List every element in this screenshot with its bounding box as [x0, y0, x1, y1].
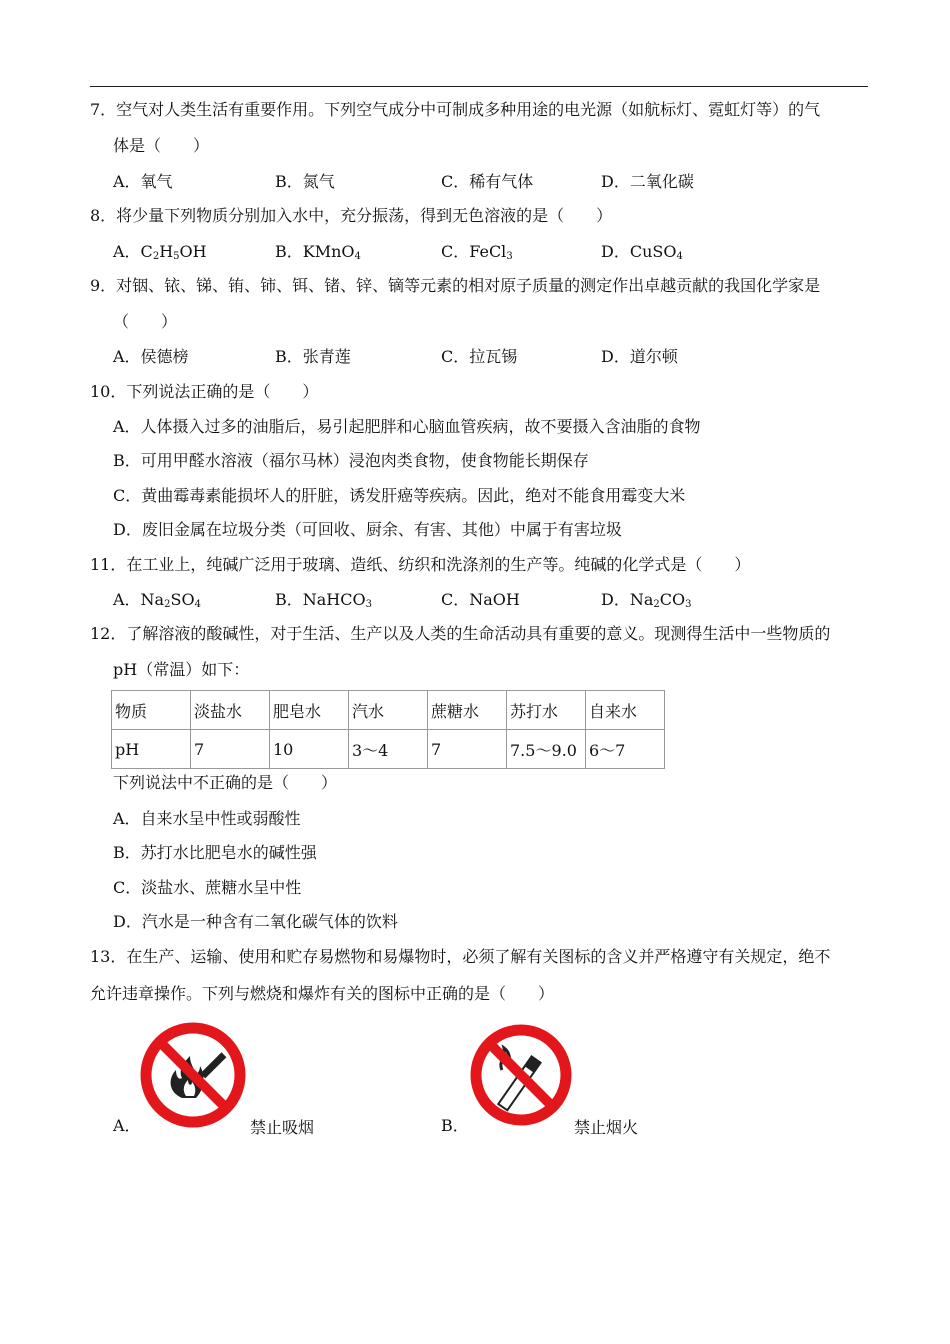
- table-cell: 7: [428, 730, 507, 769]
- q8-option-a[interactable]: A．$C_2H_5OH$: [113, 242, 207, 262]
- q8-option-d[interactable]: D．CuSO$_4$: [601, 242, 683, 262]
- q9-stem-line2: （ ）: [113, 312, 178, 331]
- header-rule: [90, 86, 868, 87]
- q13-option-b-label: 禁止烟火: [574, 1118, 639, 1137]
- q7-stem-line1: 7．空气对人类生活有重要作用。下列空气成分中可制成多种用途的电光源（如航标灯、霓虹灯等）的气: [90, 100, 821, 119]
- table-cell: 自来水: [586, 691, 665, 730]
- q9-option-b[interactable]: B．张青莲: [275, 347, 351, 366]
- q11-option-a[interactable]: A．$Na_2SO_4$: [113, 590, 201, 610]
- q11-option-d[interactable]: D．$Na_2CO_3$: [601, 590, 692, 610]
- ph-table-header-row: [112, 691, 665, 730]
- q10-option-b[interactable]: B．可用甲醛水溶液（福尔马林）浸泡肉类食物，使食物能长期保存: [113, 451, 589, 470]
- table-cell: 10: [270, 730, 349, 769]
- q13-stem-line2: 允许违章操作。下列与燃烧和爆炸有关的图标中正确的是（ ）: [90, 984, 555, 1003]
- table-cell: 苏打水: [507, 691, 586, 730]
- table-cell: 蔗糖水: [428, 691, 507, 730]
- q13-option-a-label: 禁止吸烟: [250, 1118, 315, 1137]
- table-cell: 6～7: [586, 730, 665, 769]
- q13-option-b-letter[interactable]: B．: [441, 1116, 469, 1135]
- q9-stem-line1: 9．对铟、铱、锑、铕、铈、铒、锗、锌、镝等元素的相对原子质量的测定作出卓越贡献的我国化学家是: [90, 276, 821, 295]
- q11-stem: 11．在工业上，纯碱广泛用于玻璃、造纸、纺织和洗涤剂的生产等。纯碱的化学式是（ ）: [90, 555, 751, 574]
- q7-option-d[interactable]: D．二氧化碳: [601, 172, 694, 191]
- q11-option-b[interactable]: B．NaHCO$_3$: [275, 590, 372, 610]
- table-cell: 肥皂水: [270, 691, 349, 730]
- q10-option-d[interactable]: D．废旧金属在垃圾分类（可回收、厨余、有害、其他）中属于有害垃圾: [113, 520, 622, 539]
- q12-option-a[interactable]: A．自来水呈中性或弱酸性: [113, 809, 301, 828]
- q12-option-c[interactable]: C．淡盐水、蔗糖水呈中性: [113, 878, 302, 897]
- q12-option-b[interactable]: B．苏打水比肥皂水的碱性强: [113, 843, 317, 862]
- q10-option-c[interactable]: C．黄曲霉毒素能损坏人的肝脏，诱发肝癌等疾病。因此，绝对不能食用霉变大米: [113, 486, 686, 505]
- table-cell: pH: [112, 730, 191, 769]
- q9-option-c[interactable]: C．拉瓦锡: [441, 347, 518, 366]
- q13-stem-line1: 13．在生产、运输、使用和贮存易燃物和易爆物时，必须了解有关图标的含义并严格遵守有关规定，绝不: [90, 947, 831, 966]
- ph-table-value-row: [112, 730, 665, 769]
- q8-option-c[interactable]: C．FeCl$_3$: [441, 242, 513, 262]
- table-cell: 7.5～9.0: [507, 730, 586, 769]
- q7-option-a[interactable]: A．氧气: [113, 172, 173, 191]
- q12-stem-line2: pH（常温）如下：: [113, 660, 250, 679]
- q9-option-a[interactable]: A．侯德榜: [113, 347, 189, 366]
- q8-option-b[interactable]: B．KMnO$_4$: [275, 242, 361, 262]
- q10-option-a[interactable]: A．人体摄入过多的油脂后，易引起肥胖和心脑血管疾病，故不要摄入含油脂的食物: [113, 417, 701, 436]
- table-cell: 汽水: [349, 691, 428, 730]
- q7-option-c[interactable]: C．稀有气体: [441, 172, 534, 191]
- q10-stem: 10．下列说法正确的是（ ）: [90, 382, 319, 401]
- q7-stem-line2: 体是（ ）: [113, 136, 210, 155]
- no-fire-prohibition-icon[interactable]: [138, 1020, 248, 1130]
- q12-question: 下列说法中不正确的是（ ）: [113, 773, 338, 792]
- q13-option-a-letter[interactable]: A．: [113, 1116, 141, 1135]
- no-smoking-prohibition-icon[interactable]: [468, 1022, 574, 1128]
- table-cell: 3～4: [349, 730, 428, 769]
- q8-stem: 8．将少量下列物质分别加入水中，充分振荡，得到无色溶液的是（ ）: [90, 206, 613, 225]
- table-cell: 物质: [112, 691, 191, 730]
- q9-option-d[interactable]: D．道尔顿: [601, 347, 678, 366]
- table-cell: 7: [191, 730, 270, 769]
- ph-table: [111, 690, 665, 769]
- q11-option-c[interactable]: C．NaOH: [441, 590, 520, 609]
- q12-stem-line1: 12．了解溶液的酸碱性，对于生活、生产以及人类的生命活动具有重要的意义。现测得生活中一些物质的: [90, 624, 831, 643]
- q12-option-d[interactable]: D．汽水是一种含有二氧化碳气体的饮料: [113, 912, 398, 931]
- q7-option-b[interactable]: B．氮气: [275, 172, 335, 191]
- table-cell: 淡盐水: [191, 691, 270, 730]
